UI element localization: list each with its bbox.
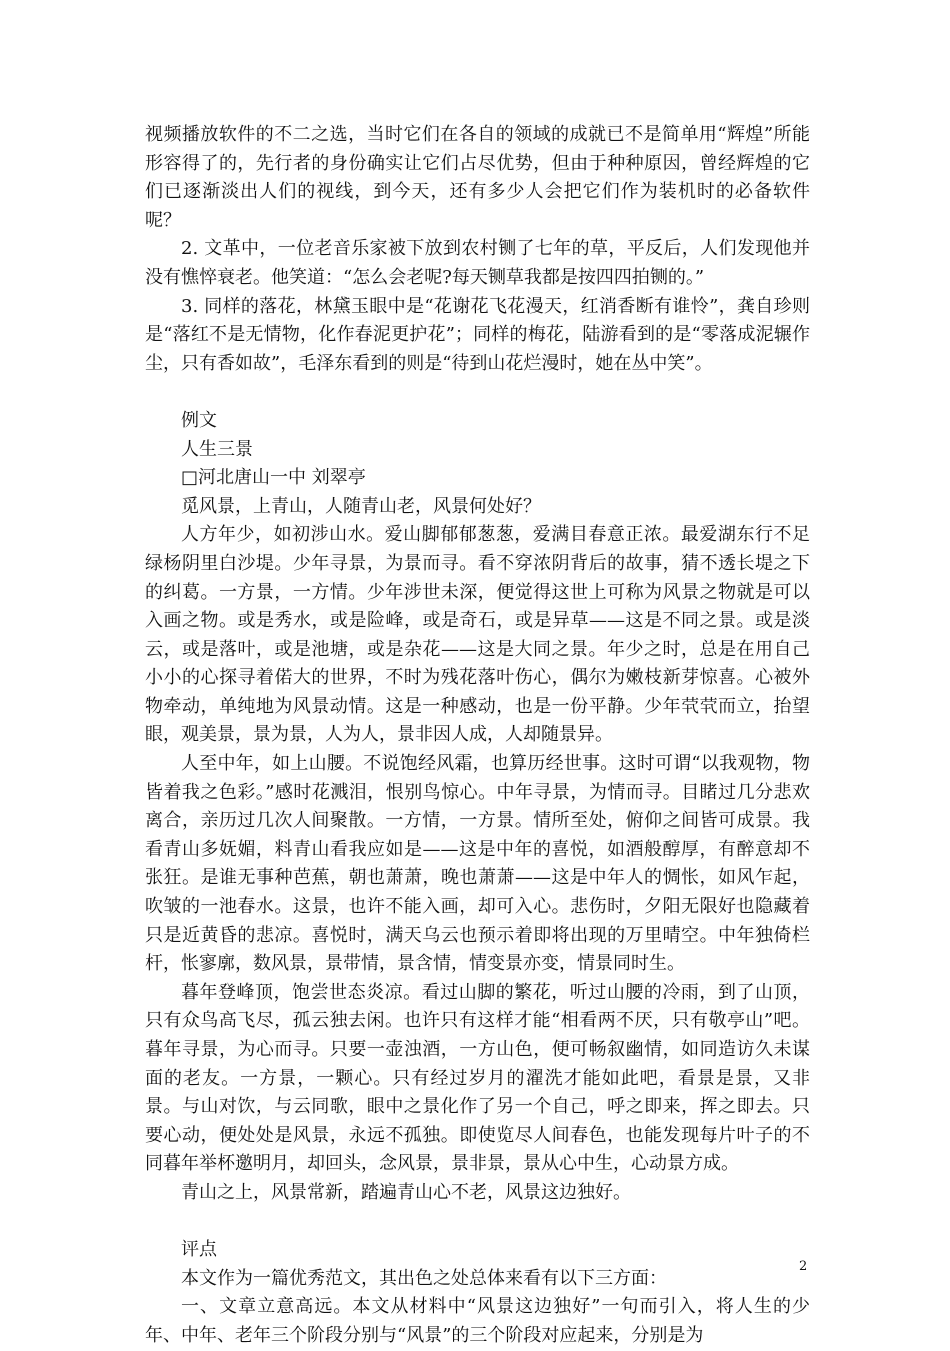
essay-paragraph: 人方年少，如初涉山水。爱山脚郁郁葱葱，爱满目春意正浓。最爱湖东行不足绿杨阴里白沙堤。少年寻景，为景而寻。看不穿浓阴背后的故事，猜不透长堤之下的纠葛。一方景，一方情。少年涉世未深，便觉得这世上可称为风景之物就是可以入画之物。或是秀水，或是险峰，或是奇石，或是异草——这是不同之景。或是淡云，或是落叶，或是池塘，或是杂花——这是大同之景。年少之时，总是在用自己小小的心探寻着偌大的世界，不时为残花落叶伤心，偶尔为嫩枝新芽惊喜。心被外物牵动，单纯地为风景动情。这是一种感动，也是一份平静。少年茕茕而立，抬望眼，观美景，景为景，人为人，景非因人成，人却随景异。 [145,524,810,746]
example-item-3: 3. 同样的落花，林黛玉眼中是“花谢花飞花漫天，红消香断有谁怜”，龚自珍则是“落红不是无情物，化作春泥更护花”；同样的梅花，陆游看到的是“零落成泥辗作尘，只有香如故”，毛泽东看到的则是“待到山花烂漫时，她在丛中笑”。 [145,295,810,374]
essay-title: 人生三景 [181,438,253,460]
page-number: 2 [799,1259,808,1274]
comment-paragraph: 一、文章立意高远。本文从材料中“风景这边独好”一句而引入，将人生的少年、中年、老年三个阶段分别与“风景”的三个阶段对应起来，分别是为 [145,1296,810,1346]
example-item-2: 2. 文革中，一位老音乐家被下放到农村铡了七年的草，平反后，人们发现他并没有憔悴衰老。他笑道：“怎么会老呢?每天铡草我都是按四四拍铡的。” [145,238,810,288]
essay-paragraph: 青山之上，风景常新，踏遍青山心不老，风景这边独好。 [181,1181,631,1203]
essay-paragraph: 人至中年，如上山腰。不说饱经风霜，也算历经世事。这时可谓“以我观物，物皆着我之色彩。”感时花溅泪，恨别鸟惊心。中年寻景，为情而寻。目睹过几分悲欢离合，亲历过几次人间聚散。一方情，一方景。情所至处，俯仰之间皆可成景。我看青山多妩媚，料青山看我应如是——这是中年的喜悦，如酒般醇厚，有醉意却不张狂。是谁无事种芭蕉，朝也萧萧，晚也萧萧——这是中年人的惆怅，如风乍起，吹皱的一池春水。这景，也许不能入画，却可入心。悲伤时，夕阳无限好也隐藏着只是近黄昏的悲凉。喜悦时，满天乌云也预示着即将出现的万里晴空。中年独倚栏杆，怅寥廓，数风景，景带情，景含情，情变景亦变，情景同时生。 [145,753,810,975]
essay-paragraph: 暮年登峰顶，饱尝世态炎凉。看过山脚的繁花，听过山腰的冷雨，到了山顶，只有众鸟高飞尽，孤云独去闲。也许只有这样才能“相看两不厌，只有敬亭山”吧。暮年寻景，为心而寻。只要一壶浊酒，一方山色，便可畅叙幽情，如同造访久未谋面的老友。一方景，一颗心。只有经过岁月的濯洗才能如此吧，看景是景，又非景。与山对饮，与云同歌，眼中之景化作了另一个自己，呼之即来，挥之即去。只要心动，便处处是风景，永远不孤独。即使览尽人间春色，也能发现每片叶子的不同暮年举杯邀明月，却回头，念风景，景非景，景从心中生，心动景方成。 [145,981,810,1175]
blank-line [145,378,810,407]
essay-author: □河北唐山一中 刘翠亭 [181,467,366,489]
continued-paragraph: 视频播放软件的不二之选，当时它们在各自的领域的成就已不是简单用“辉煌”所能形容得了的，先行者的身份确实让它们占尽优势，但由于种种原因，曾经辉煌的它们已逐渐淡出人们的视线，到今天，还有多少人会把它们作为装机时的必备软件呢？ [145,124,810,231]
example-heading: 例文 [181,409,217,431]
blank-line [145,1208,810,1237]
comment-heading: 评点 [181,1239,217,1261]
document-body [145,121,810,1351]
essay-paragraph: 觅风景，上青山，人随青山老，风景何处好？ [181,495,541,517]
comment-paragraph: 本文作为一篇优秀范文，其出色之处总体来看有以下三方面： [181,1267,667,1289]
